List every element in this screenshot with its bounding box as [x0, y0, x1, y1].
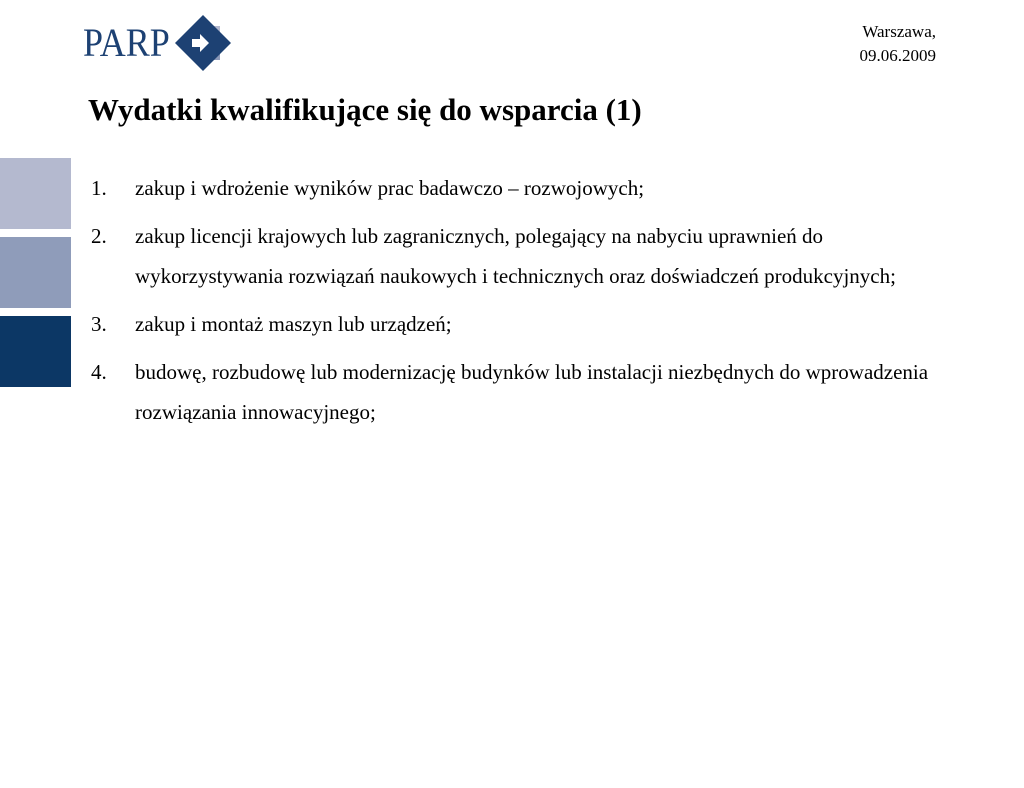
- decor-block-medium: [0, 237, 71, 308]
- eligible-expenses-list: [88, 168, 948, 440]
- list-item-text: zakup i wdrożenie wyników prac badawczo – rozwojowych;: [135, 176, 645, 200]
- list-item: [88, 352, 948, 432]
- parp-logo-mark-icon: [173, 13, 233, 73]
- list-item-number: 4.: [91, 360, 107, 384]
- list-item-number: 3.: [91, 312, 107, 336]
- list-item-text: budowę, rozbudowę lub modernizację budynków lub instalacji niezbędnych do wprowadzenia rozwiązania innowacyjnego;: [135, 360, 929, 424]
- logo-text: PARP: [83, 20, 170, 65]
- date: 09.06.2009: [859, 46, 936, 65]
- decor-block-dark: [0, 316, 71, 387]
- place: Warszawa,: [862, 22, 936, 41]
- list-item: [88, 216, 948, 296]
- list-item-text: zakup licencji krajowych lub zagranicznych, polegający na nabyciu uprawnień do wykorzystywania rozwiązań naukowych i technicznych oraz doświadczeń produkcyjnych;: [135, 224, 896, 288]
- place-date: [860, 20, 937, 68]
- list-item: [88, 168, 948, 208]
- list-item-number: 1.: [91, 176, 107, 200]
- list-item-text: zakup i montaż maszyn lub urządzeń;: [135, 312, 452, 336]
- list-item-number: 2.: [91, 224, 107, 248]
- slide-title: Wydatki kwalifikujące się do wsparcia (1): [88, 92, 642, 127]
- parp-logo: [83, 14, 233, 72]
- decor-block-light: [0, 158, 71, 229]
- list-item: [88, 304, 948, 344]
